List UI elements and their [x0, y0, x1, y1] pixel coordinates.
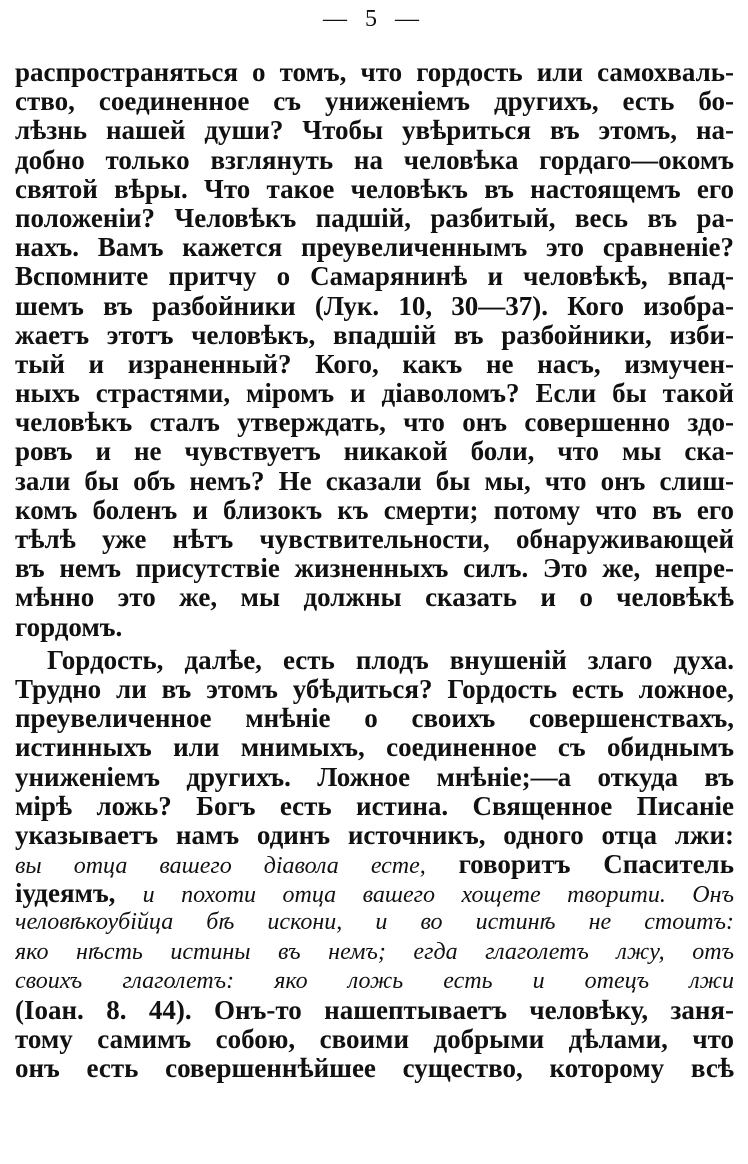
text-line: Трудно ли въ этомъ убѣдиться? Гордость есть ложное,: [15, 674, 734, 704]
scripture-quote: вы отца вашего діавола есте,: [15, 853, 426, 880]
text-line: въ немъ присутствіе жизненныхъ силъ. Это же, непре-: [15, 554, 734, 584]
text-line: распространяться о томъ, что гордость или самохваль-: [15, 58, 734, 87]
text-line: (Іоан. 8. 44). Онъ-то нашептываетъ человѣку, заня-: [15, 996, 734, 1025]
body-text: [15, 58, 734, 1084]
scripture-quote-line: своихъ глаголетъ: яко ложь есть и отецъ лжи: [15, 967, 734, 994]
paragraph-1: [15, 58, 734, 642]
text-line: тѣлѣ уже нѣтъ чувствительности, обнаруживающей: [15, 525, 734, 554]
text-line: [15, 879, 734, 908]
text-line: мѣнно это же, мы должны сказать и о человѣкѣ: [15, 583, 734, 613]
text-line: мірѣ ложь? Богъ есть истина. Священное Писаніе: [15, 791, 734, 821]
text-line: лѣзнь нашей души? Чтобы увѣриться въ этомъ, на-: [15, 116, 734, 146]
text-line: онъ есть совершеннѣйшее существо, которому всѣ: [15, 1054, 734, 1084]
text-line: комъ боленъ и близокъ къ смерти; потому что въ его: [15, 495, 734, 525]
text-line: тый и израненный? Кого, какъ не насъ, измучен-: [15, 349, 734, 379]
text-line: истинныхъ или мнимыхъ, соединенное съ обиднымъ: [15, 733, 734, 763]
text-line: преувеличенное мнѣніе о своихъ совершенствахъ,: [15, 704, 734, 734]
text-line: ство, соединенное съ униженіемъ другихъ, есть бо-: [15, 87, 734, 117]
text-fragment: іудеямъ,: [15, 879, 116, 909]
paragraph-2: [15, 646, 734, 1084]
text-line: шемъ въ разбойники (Лук. 10, 30—37). Кого изобра-: [15, 291, 734, 321]
scripture-quote: и похоти отца вашего хощете творити. Онъ: [142, 882, 734, 909]
text-line: положеніи? Человѣкъ падшій, разбитый, весь въ ра-: [15, 203, 734, 233]
page-number: — 5 —: [323, 6, 425, 32]
scripture-quote-line: яко нѣсть истины въ немъ; егда глаголетъ лжу, отъ: [15, 938, 734, 965]
text-line: Гордость, далѣе, есть плодъ внушеній злаго духа.: [47, 645, 734, 675]
text-line: жаетъ этотъ человѣкъ, впадшій въ разбойники, изби-: [15, 320, 734, 350]
text-line: гордомъ.: [15, 612, 123, 642]
text-line: святой вѣры. Что такое человѣкъ въ настоящемъ его: [15, 174, 734, 204]
text-line: Вспомните притчу о Самарянинѣ и человѣкѣ, впад-: [15, 262, 734, 292]
text-line: указываетъ намъ одинъ источникъ, одного отца лжи:: [15, 820, 734, 850]
text-line: [15, 850, 734, 879]
text-line: зали бы объ немъ? Не сказали бы мы, что онъ слиш-: [15, 466, 734, 496]
text-line: человѣкъ сталъ утверждать, что онъ совершенно здо-: [15, 408, 734, 438]
text-line: нахъ. Вамъ кажется преувеличеннымъ это сравненіе?: [15, 233, 734, 263]
text-line: тому самимъ собою, своими добрыми дѣлами, что: [15, 1025, 734, 1055]
text-line: добно только взглянуть на человѣка гордаго—окомъ: [15, 145, 734, 175]
text-line: ровъ и не чувствуетъ никакой боли, что мы ска-: [15, 437, 734, 467]
text-line: униженіемъ другихъ. Ложное мнѣніе;—а откуда въ: [15, 762, 734, 792]
text-fragment: говоритъ Спаситель: [458, 850, 734, 880]
scripture-quote-line: человѣкоубійца бѣ искони, и во истинѣ не стоитъ:: [15, 909, 734, 936]
text-line: ныхъ страстями, міромъ и діаволомъ? Если бы такой: [15, 379, 734, 409]
